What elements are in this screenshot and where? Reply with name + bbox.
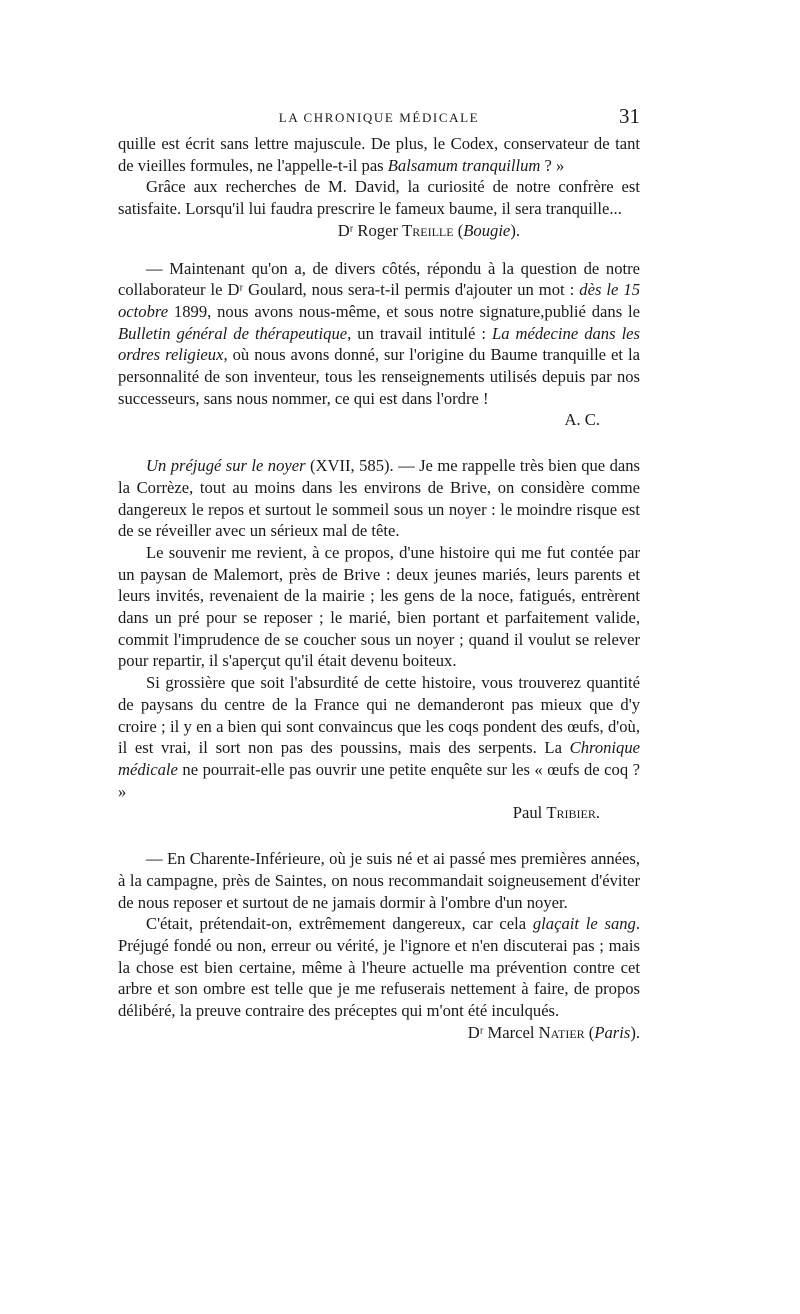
paragraph: — Maintenant qu'on a, de divers côtés, répondu à la question de notre collaborateur le Dʳ Goulard, nous sera-t-il permis d'ajouter un mot : dès le 15 octobre 1899, nous avons nous-même, et sous notre signature,publié dans le Bulletin général de thérapeutique, un travail intitulé : La médecine dans les ordres religieux, où nous avons donné, sur l'origine du Baume tranquille et la personnalité de son inventeur, tous les renseignements utilisés depuis par nos successeurs, sans nous nommer, ce qui est dans l'ordre !: [118, 258, 641, 408]
paragraph: Le souvenir me revient, à ce propos, d'une histoire qui me fut contée par un paysan de Malemort, près de Brive : deux jeunes mariés, leurs parents et leurs invités, revenaient de la mairie ; les gens de la noce, fatigués, entrèrent dans un pré pour se reposer ; le marié, bien portant et parfaitement valide, commit l'imprudence de se coucher sous un noyer ; quand il voulut se relever pour repartir, il s'aperçut qu'il était devenu boiteux.: [118, 542, 640, 671]
page-header: [118, 106, 640, 130]
paragraph: Un préjugé sur le noyer (XVII, 585). — Je me rappelle très bien que dans la Corrèze, tout au moins dans les environs de Brive, on considère comme dangereux le repos et surtout le sommeil sous un noyer : le moindre risque est de se réveiller avec un sérieux mal de tête.: [118, 456, 640, 541]
body-text: [118, 133, 640, 1043]
paragraph: — En Charente-Inférieure, où je suis né et ai passé mes premières années, à la campagne, près de Saintes, on nous recommandait soigneusement d'éviter de nous reposer et surtout de ne jamais dormir à l'ombre d'un noyer.: [118, 849, 640, 912]
article-heading: Un préjugé sur le noyer: [146, 456, 306, 476]
running-title: LA CHRONIQUE MÉDICALE: [278, 110, 480, 125]
paragraph: Si grossière que soit l'absurdité de cette histoire, vous trouverez quantité de paysans du centre de la France qui ne demanderont pas mieux que d'y croire ; il y en a bien qui sont convaincus que les coqs pondent des œufs, d'où, il est vrai, il sort non pas des poussins, mais des serpents. La Chronique médicale ne pourrait-elle pas ouvrir une petite enquête sur les « œufs de coq ? »: [118, 673, 640, 801]
paragraph: quille est écrit sans lettre majuscule. De plus, le Codex, conservateur de tant de vieilles formules, ne l'appelle-t-il pas Balsamum tranquillum ? »: [118, 134, 640, 175]
signature: A. C.: [564, 410, 600, 430]
signature: Dʳ Roger Treille (Bougie).: [337, 220, 520, 240]
signature: Dʳ Marcel Natier (Paris).: [467, 1022, 640, 1042]
paragraph: Grâce aux recherches de M. David, la curiosité de notre confrère est satisfaite. Lorsqu'il lui faudra prescrire le fameux baume, il sera tranquille...: [118, 177, 640, 219]
page-number: 31: [619, 104, 640, 128]
signature: Paul Tribier.: [512, 803, 600, 823]
paragraph: C'était, prétendait-on, extrêmement dangereux, car cela glaçait le sang. Préjugé fondé ou non, erreur ou vérité, je l'ignore et n'en discuterai pas ; mais la chose est bien certaine, même à l'heure actuelle ma prévention contre cet arbre et son ombre est telle que je me refuserais nettement à faire, de propos délibéré, la preuve contraire des préceptes qui m'ont été inculqués.: [118, 914, 640, 1021]
